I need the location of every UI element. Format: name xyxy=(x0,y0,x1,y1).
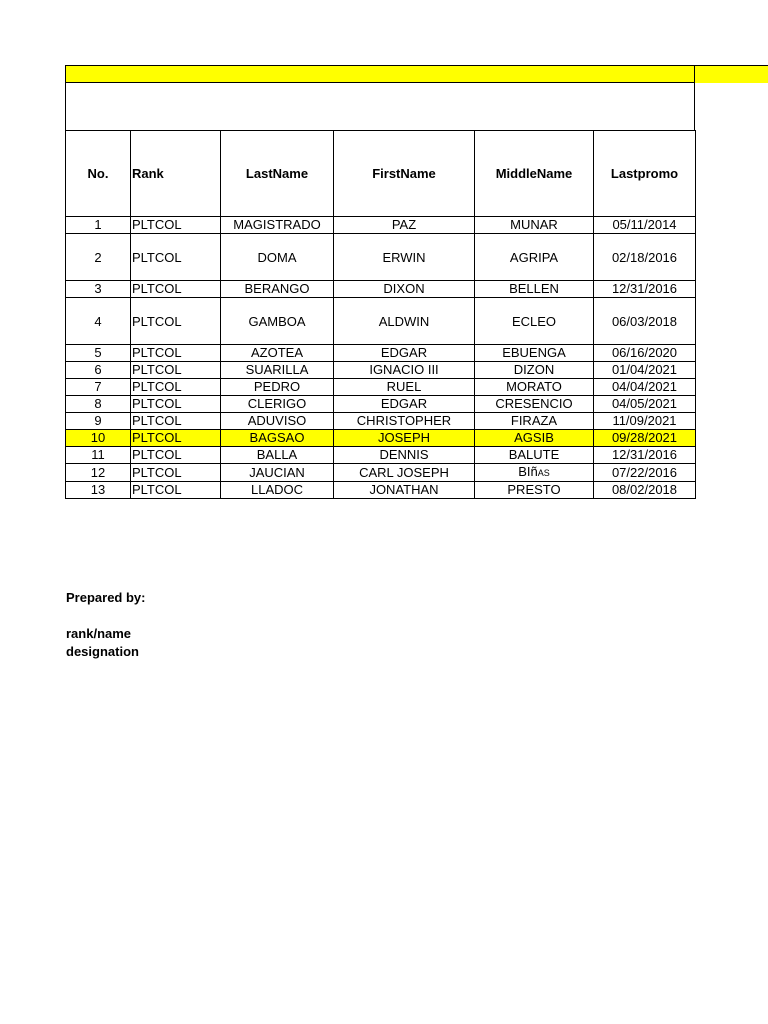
table-row xyxy=(66,345,696,362)
cell-no: 11 xyxy=(66,447,131,464)
cell-middlename: CRESENCIO xyxy=(475,396,594,413)
cell-middlename: MUNAR xyxy=(475,217,594,234)
table-row xyxy=(66,281,696,298)
cell-firstname: IGNACIO III xyxy=(334,362,475,379)
cell-lastname: AZOTEA xyxy=(221,345,334,362)
officer-roster-table xyxy=(65,130,696,499)
cell-lastname: SUARILLA xyxy=(221,362,334,379)
cell-no: 13 xyxy=(66,482,131,499)
header-middlename: MiddleName xyxy=(475,131,594,217)
cell-firstname: ALDWIN xyxy=(334,298,475,345)
table-row xyxy=(66,413,696,430)
cell-lastname: DOMA xyxy=(221,234,334,281)
cell-lastpromo: 02/18/2016 xyxy=(594,234,696,281)
table-row xyxy=(66,430,696,447)
cell-lastname: BAGSAO xyxy=(221,430,334,447)
cell-firstname: RUEL xyxy=(334,379,475,396)
cell-no: 9 xyxy=(66,413,131,430)
cell-no: 4 xyxy=(66,298,131,345)
cell-rank: PLTCOL xyxy=(131,430,221,447)
cell-firstname: PAZ xyxy=(334,217,475,234)
rank-name-label: rank/name xyxy=(66,626,132,641)
cell-firstname: JONATHAN xyxy=(334,482,475,499)
cell-rank: PLTCOL xyxy=(131,234,221,281)
header-row xyxy=(66,131,696,217)
cell-lastpromo: 07/22/2016 xyxy=(594,464,696,482)
cell-firstname: CHRISTOPHER xyxy=(334,413,475,430)
cell-rank: PLTCOL xyxy=(131,362,221,379)
cell-no: 5 xyxy=(66,345,131,362)
table-row xyxy=(66,482,696,499)
cell-lastpromo: 12/31/2016 xyxy=(594,447,696,464)
cell-no: 10 xyxy=(66,430,131,447)
roster-body xyxy=(66,217,696,499)
blank-title-area xyxy=(65,83,695,131)
table-row xyxy=(66,234,696,281)
header-no: No. xyxy=(66,131,131,217)
cell-middlename: MORATO xyxy=(475,379,594,396)
cell-firstname: DIXON xyxy=(334,281,475,298)
cell-lastpromo: 12/31/2016 xyxy=(594,281,696,298)
cell-lastname: MAGISTRADO xyxy=(221,217,334,234)
cell-middlename: BALUTE xyxy=(475,447,594,464)
cell-rank: PLTCOL xyxy=(131,298,221,345)
cell-middlename: AGSIB xyxy=(475,430,594,447)
cell-rank: PLTCOL xyxy=(131,464,221,482)
cell-rank: PLTCOL xyxy=(131,217,221,234)
cell-firstname: EDGAR xyxy=(334,345,475,362)
header-lastname: LastName xyxy=(221,131,334,217)
cell-lastname: JAUCIAN xyxy=(221,464,334,482)
cell-middlename: PRESTO xyxy=(475,482,594,499)
cell-rank: PLTCOL xyxy=(131,482,221,499)
cell-lastname: PEDRO xyxy=(221,379,334,396)
cell-firstname: EDGAR xyxy=(334,396,475,413)
cell-rank: PLTCOL xyxy=(131,396,221,413)
cell-lastpromo: 11/09/2021 xyxy=(594,413,696,430)
cell-lastpromo: 09/28/2021 xyxy=(594,430,696,447)
table-row xyxy=(66,217,696,234)
cell-lastname: LLADOC xyxy=(221,482,334,499)
header-firstname: FirstName xyxy=(334,131,475,217)
table-row xyxy=(66,396,696,413)
prepared-by-label: Prepared by: xyxy=(66,590,146,605)
cell-middlename: FIRAZA xyxy=(475,413,594,430)
cell-lastpromo: 08/02/2018 xyxy=(594,482,696,499)
cell-rank: PLTCOL xyxy=(131,447,221,464)
cell-middlename: DIZON xyxy=(475,362,594,379)
cell-lastpromo: 06/16/2020 xyxy=(594,345,696,362)
cell-no: 2 xyxy=(66,234,131,281)
header-lastpromo: Lastpromo xyxy=(594,131,696,217)
cell-middlename: EBUENGA xyxy=(475,345,594,362)
table-row xyxy=(66,362,696,379)
table-row xyxy=(66,447,696,464)
cell-lastpromo: 05/11/2014 xyxy=(594,217,696,234)
cell-lastpromo: 06/03/2018 xyxy=(594,298,696,345)
cell-lastpromo: 01/04/2021 xyxy=(594,362,696,379)
cell-middlename: BELLEN xyxy=(475,281,594,298)
cell-no: 12 xyxy=(66,464,131,482)
cell-lastname: CLERIGO xyxy=(221,396,334,413)
cell-lastpromo: 04/05/2021 xyxy=(594,396,696,413)
cell-firstname: JOSEPH xyxy=(334,430,475,447)
table-row xyxy=(66,298,696,345)
cell-no: 3 xyxy=(66,281,131,298)
cell-no: 7 xyxy=(66,379,131,396)
cell-lastname: ADUVISO xyxy=(221,413,334,430)
cell-middlename: AGRIPA xyxy=(475,234,594,281)
cell-rank: PLTCOL xyxy=(131,379,221,396)
cell-no: 1 xyxy=(66,217,131,234)
cell-lastname: GAMBOA xyxy=(221,298,334,345)
header-rank: Rank xyxy=(131,131,221,217)
table-row xyxy=(66,464,696,482)
table-row xyxy=(66,379,696,396)
cell-rank: PLTCOL xyxy=(131,413,221,430)
cell-no: 8 xyxy=(66,396,131,413)
cell-lastname: BALLA xyxy=(221,447,334,464)
cell-middlename: ECLEO xyxy=(475,298,594,345)
designation-label: designation xyxy=(66,644,139,659)
cell-lastname: BERANGO xyxy=(221,281,334,298)
cell-rank: PLTCOL xyxy=(131,281,221,298)
cell-rank: PLTCOL xyxy=(131,345,221,362)
cell-no: 6 xyxy=(66,362,131,379)
cell-firstname: ERWIN xyxy=(334,234,475,281)
title-band-border xyxy=(65,65,695,83)
cell-firstname: CARL JOSEPH xyxy=(334,464,475,482)
cell-lastpromo: 04/04/2021 xyxy=(594,379,696,396)
cell-firstname: DENNIS xyxy=(334,447,475,464)
cell-middlename: BIñAS xyxy=(475,464,594,482)
